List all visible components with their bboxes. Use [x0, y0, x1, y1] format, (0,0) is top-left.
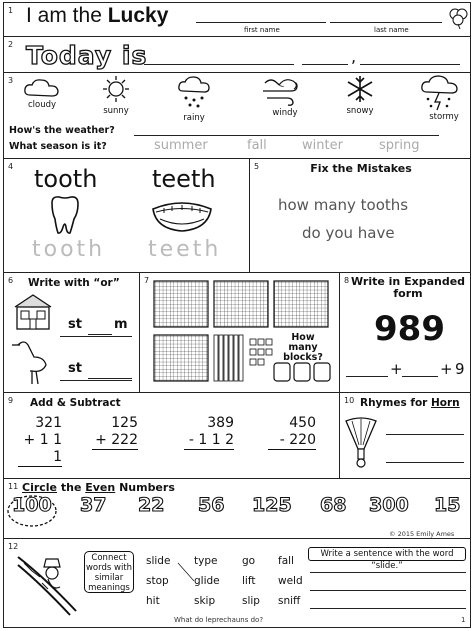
wind-icon [261, 75, 303, 107]
shamrock-icon [448, 6, 468, 30]
month-line[interactable] [302, 45, 348, 65]
even-candidate[interactable]: 56 [198, 494, 225, 516]
section-fix-mistakes [250, 159, 472, 272]
row-name [4, 3, 470, 37]
comma: , [351, 47, 357, 66]
rhyme-answer-line[interactable] [386, 427, 464, 435]
word-item[interactable]: hit [146, 595, 160, 607]
row-connect-words [4, 539, 470, 629]
section-number: 6 [8, 276, 14, 285]
heading-circle: Circle [22, 481, 58, 494]
sentence-prompt: Write a sentence with the word “slide.” [308, 547, 466, 561]
first-name-label: first name [244, 26, 280, 34]
sentence-line[interactable] [310, 583, 466, 591]
math-problem [184, 415, 234, 450]
row-weather [4, 73, 470, 159]
section-number: 12 [8, 542, 19, 551]
heading-even: Even [85, 481, 116, 494]
word-item[interactable]: glide [194, 575, 220, 587]
even-candidate[interactable]: 125 [252, 494, 292, 516]
rhymes-prefix: Rhymes for [360, 397, 431, 409]
trace-tooth[interactable]: tooth [32, 237, 106, 262]
answer-box-tens[interactable] [294, 363, 310, 381]
weather-question: How's the weather? [9, 125, 115, 136]
mistake-line-1: how many tooths [278, 196, 409, 214]
answer-box-hundreds[interactable] [274, 363, 290, 381]
expanded-number: 989 [374, 309, 445, 349]
word-item[interactable]: stop [146, 575, 169, 587]
even-candidate[interactable]: 68 [320, 494, 347, 516]
problem-top: 321 [35, 415, 62, 431]
word2-start: st [68, 361, 82, 376]
row-4-5 [4, 159, 470, 273]
problem-top: 389 [207, 415, 234, 431]
hundred-block [154, 281, 208, 327]
snowflake-icon [344, 74, 376, 104]
mistake-line-2: do you have [302, 224, 395, 242]
season-question: What season is it? [9, 141, 107, 152]
rhymes-heading [360, 397, 460, 409]
even-candidate[interactable]: 300 [369, 494, 409, 516]
title-prefix: I am the [26, 4, 108, 27]
weather-label: stormy [429, 112, 459, 122]
section-write-or [4, 273, 140, 392]
section-number: 9 [8, 396, 14, 405]
cloud-icon [22, 77, 62, 99]
answer-box-ones[interactable] [314, 363, 330, 381]
word-tooth: tooth [34, 165, 98, 193]
teeth-smile-icon [150, 199, 214, 233]
copyright: © 2015 Emily Ames [389, 530, 455, 538]
problem-bottom: + 222 [92, 432, 138, 450]
math-problem [268, 415, 316, 450]
season-option[interactable]: fall [247, 138, 267, 153]
problem-bottom: - 220 [268, 432, 316, 450]
weather-label: rainy [183, 113, 205, 123]
section-number: 4 [8, 162, 14, 171]
worksheet [3, 2, 471, 628]
sun-icon [99, 74, 133, 104]
ten-rods [214, 335, 243, 381]
section-rhymes [340, 393, 472, 478]
problem-top: 125 [111, 415, 138, 431]
word2-blank[interactable] [88, 363, 132, 379]
weather-label: windy [272, 108, 298, 118]
row-6-7-8 [4, 273, 470, 393]
tens-blank[interactable] [402, 365, 438, 377]
word-item[interactable]: skip [194, 595, 216, 607]
weather-answer-line[interactable] [134, 123, 439, 136]
word-teeth: teeth [152, 165, 216, 193]
section-number: 5 [254, 162, 260, 171]
even-candidate[interactable]: 37 [80, 494, 107, 516]
section-number: 2 [8, 40, 14, 49]
word-item[interactable]: slip [242, 595, 260, 607]
row-even-numbers [4, 479, 470, 539]
title-lucky: Lucky [107, 4, 169, 27]
leprechaun-slide-icon [14, 551, 80, 617]
word-item[interactable]: weld [278, 575, 303, 587]
row-date [4, 37, 470, 73]
today-is-heading: Today is [26, 41, 148, 70]
word-item[interactable]: fall [278, 555, 294, 567]
year-line[interactable] [360, 45, 460, 65]
rhyme-answer-line[interactable] [386, 455, 464, 463]
how-many-blocks-question: How many blocks? [283, 332, 323, 363]
trace-teeth[interactable]: teeth [148, 237, 222, 262]
fix-mistakes-heading: Fix the Mistakes [310, 162, 412, 175]
math-problem [92, 415, 138, 450]
section-number: 3 [8, 76, 14, 85]
rhymes-word: Horn [431, 397, 460, 409]
page-number: 1 [461, 616, 466, 624]
word1-blank[interactable] [88, 319, 112, 335]
even-candidate[interactable]: 15 [434, 494, 461, 516]
weather-label: sunny [103, 106, 129, 116]
hundred-block [214, 281, 268, 327]
section-tooth-teeth [4, 159, 250, 272]
word-item[interactable]: slide [146, 555, 171, 567]
one-cubes [250, 339, 272, 365]
even-candidate[interactable]: 100 [12, 494, 52, 516]
section-number: 1 [8, 6, 14, 15]
rain-cloud-icon [176, 75, 212, 109]
math-problem [18, 415, 62, 467]
section-number: 11 [8, 482, 19, 491]
section-number: 7 [144, 276, 150, 285]
sentence-line[interactable] [310, 601, 466, 609]
word2-underline [60, 379, 132, 381]
add-subtract-heading: Add & Subtract [30, 397, 121, 409]
problem-top: 450 [289, 415, 316, 431]
stork-icon [10, 337, 54, 387]
tooth-icon [48, 195, 82, 235]
hundreds-blank[interactable] [346, 365, 388, 377]
sentence-line[interactable] [310, 565, 466, 573]
connect-line [176, 559, 196, 599]
word1-underline [60, 335, 132, 337]
day-line[interactable] [144, 45, 294, 65]
page-title [26, 4, 168, 28]
hundred-block [154, 335, 208, 381]
plus-sign: + [390, 360, 403, 378]
store-icon [12, 293, 54, 331]
season-option[interactable]: winter [302, 138, 343, 153]
expanded-form-heading: Write in Expanded form [350, 275, 466, 300]
section-number: 8 [344, 276, 350, 285]
section-number: 10 [344, 396, 355, 405]
word1-end: m [114, 317, 128, 332]
word-item[interactable]: type [194, 555, 218, 567]
even-candidate[interactable]: 22 [138, 494, 165, 516]
riddle-question: What do leprechauns do? [174, 616, 264, 624]
horn-icon [344, 415, 378, 469]
weather-label: snowy [346, 106, 374, 116]
section-base-ten [140, 273, 340, 392]
problem-bottom: + 1 1 1 [18, 432, 62, 467]
hundred-block [274, 281, 328, 327]
storm-cloud-icon [419, 75, 461, 111]
problem-bottom: - 1 1 2 [184, 432, 234, 450]
heading-mid: the [57, 481, 86, 494]
season-option[interactable]: summer [154, 138, 208, 153]
plus-sign: + [440, 360, 453, 378]
section-add-subtract [4, 393, 340, 478]
season-option[interactable]: spring [379, 138, 420, 153]
first-name-line[interactable] [196, 9, 326, 23]
section-expanded-form [340, 273, 472, 392]
ones-value: 9 [455, 360, 465, 378]
last-name-label: last name [374, 26, 409, 34]
weather-label: cloudy [27, 100, 57, 110]
heading-end: Numbers [115, 481, 175, 494]
write-or-heading: Write with “or” [28, 277, 120, 289]
word-item[interactable]: sniff [278, 595, 301, 607]
word1-start: st [68, 317, 82, 332]
word-item[interactable]: lift [242, 575, 256, 587]
connect-prompt: Connect words with similar meanings [85, 553, 133, 593]
last-name-line[interactable] [330, 9, 442, 23]
word-item[interactable]: go [242, 555, 256, 567]
row-9-10 [4, 393, 470, 479]
